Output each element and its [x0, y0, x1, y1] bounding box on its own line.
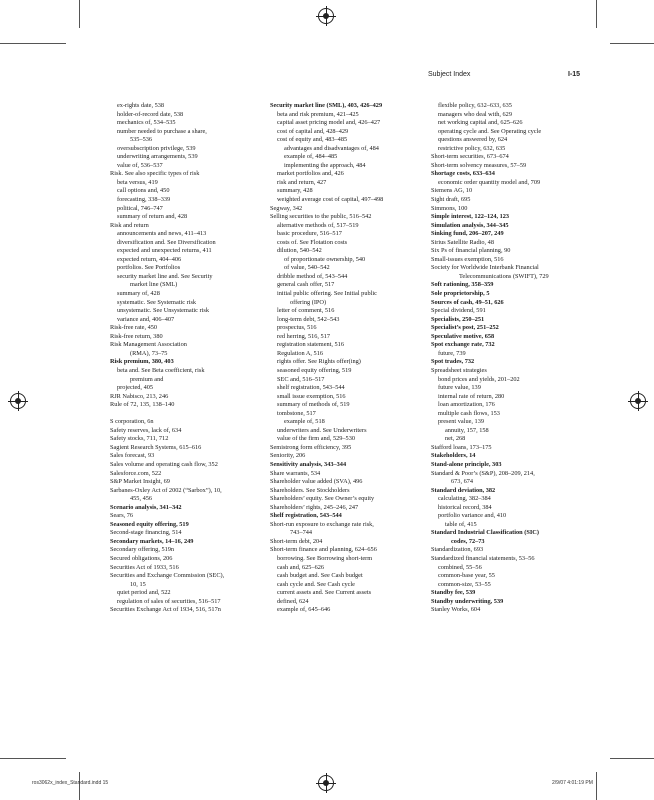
- index-subentry: restrictive policy, 632, 635: [438, 144, 506, 152]
- index-entry: Spot trades, 732: [431, 358, 475, 366]
- index-column-1: [110, 102, 290, 615]
- index-entry: Speculative motive, 658: [431, 332, 495, 340]
- index-entry: Sagient Research Systems, 615–616: [110, 443, 202, 451]
- index-subentry: cash and, 625–626: [277, 563, 325, 571]
- index-subentry: future value, 139: [438, 384, 481, 392]
- index-entry: Risk-free return, 380: [110, 332, 163, 340]
- index-entry: Securities Act of 1933, 516: [110, 563, 179, 571]
- index-entry: Standby underwriting, 539: [431, 597, 504, 605]
- index-entry: Stand-alone principle, 303: [431, 460, 502, 468]
- index-entry: Risk and return: [110, 221, 149, 229]
- index-subentry: underwriters and. See Underwriters: [277, 426, 367, 434]
- index-entry: Rule of 72, 135, 138–140: [110, 401, 175, 409]
- index-subentry: prospectus, 516: [277, 324, 317, 332]
- registration-mark-icon: [318, 8, 334, 24]
- index-subentry: systematic. See Systematic risk: [117, 298, 197, 306]
- index-subentry: variance and, 406–407: [117, 315, 175, 323]
- index-subentry: market portfolios and, 426: [277, 170, 344, 178]
- index-entry: Sears, 76: [110, 512, 134, 520]
- index-entry: Standardization, 693: [431, 546, 484, 554]
- index-subentry: operating cycle and. See Operating cycle: [438, 127, 542, 135]
- index-subentry: beta and. See Beta coefficient, risk: [117, 366, 205, 374]
- crop-mark: [79, 772, 80, 800]
- index-subentry: 673, 674: [451, 478, 474, 486]
- index-subentry: capital asset pricing model and, 426–427: [277, 119, 381, 127]
- index-entry: Six Ps of financial planning, 90: [431, 247, 511, 255]
- index-entry: Securities Exchange Act of 1934, 516, 517n: [110, 606, 221, 614]
- index-entry: Standardized financial statements, 53–56: [431, 554, 535, 562]
- index-entry: Siemens AG, 10: [431, 187, 473, 195]
- index-subentry: value of, 536–537: [117, 161, 163, 169]
- index-subentry: 743–744: [290, 529, 313, 537]
- index-subentry: portfolios. See Portfolios: [117, 264, 181, 272]
- index-subentry: multiple cash flows, 153: [438, 409, 500, 417]
- index-subentry: long-term debt, 542–543: [277, 315, 340, 323]
- index-subentry: portfolio variance and, 410: [438, 512, 507, 520]
- running-header-title: Subject Index: [428, 71, 471, 78]
- index-subentry: common-size, 53–55: [438, 580, 491, 588]
- footer-timestamp: 2/9/07 4:01:19 PM: [552, 780, 593, 786]
- crop-mark: [610, 758, 654, 759]
- index-subentry: costs of. See Flotation costs: [277, 238, 348, 246]
- index-entry: Simple interest, 122–124, 123: [431, 213, 510, 221]
- index-subentry: small issue exemption, 516: [277, 392, 346, 400]
- index-subentry: shelf registration, 543–544: [277, 384, 345, 392]
- index-entry: Spreadsheet strategies: [431, 366, 487, 374]
- index-entry: Short-run exposure to exchange rate risk,: [270, 520, 374, 528]
- index-subentry: weighted average cost of capital, 497–498: [277, 196, 384, 204]
- index-subentry: bond prices and yields, 201–202: [438, 375, 520, 383]
- index-entry: RJR Nabisco, 213, 246: [110, 392, 169, 400]
- index-entry: Short-term securities, 673–674: [431, 153, 509, 161]
- index-entry: Sensitivity analysis, 343–344: [270, 460, 347, 468]
- index-subentry: present value, 139: [438, 418, 484, 426]
- index-subentry: economic order quantity model and, 709: [438, 178, 541, 186]
- index-subentry: cost of capital and, 428–429: [277, 127, 349, 135]
- index-subentry: codes, 72–73: [451, 537, 485, 545]
- index-entry: Secondary markets, 14–16, 249: [110, 537, 194, 545]
- index-entry: Semistrong form efficiency, 395: [270, 443, 352, 451]
- crop-mark: [79, 0, 80, 28]
- index-entry: Securities and Exchange Commission (SEC),: [110, 572, 225, 580]
- index-entry: Shareholders’ rights, 245–246, 247: [270, 503, 359, 511]
- index-entry: Shareholders. See Stockholders: [270, 486, 350, 494]
- index-subentry: mechanics of, 534–535: [117, 119, 176, 127]
- crop-mark: [0, 43, 66, 44]
- index-subentry: cash budget and. See Cash budget: [277, 572, 363, 580]
- index-subentry: table of, 415: [445, 520, 477, 528]
- index-entry: Sight draft, 695: [431, 196, 471, 204]
- index-entry: Standard deviation, 382: [431, 486, 496, 494]
- index-entry: Safety reserves, lack of, 634: [110, 426, 182, 434]
- index-entry: Share warrants, 534: [270, 469, 321, 477]
- index-subentry: political, 746–747: [117, 204, 163, 212]
- index-subentry: quiet period and, 522: [117, 589, 171, 597]
- index-subentry: of value, 540–542: [284, 264, 330, 272]
- index-subentry: beta and risk premium, 421–425: [277, 110, 359, 118]
- index-subentry: net, 268: [445, 435, 466, 443]
- index-subentry: internal rate of return, 280: [438, 392, 505, 400]
- index-column-2: [270, 102, 450, 615]
- index-entry: Specialist’s post, 251–252: [431, 324, 499, 332]
- index-entry: Small-issues exemption, 516: [431, 255, 504, 263]
- registration-mark-icon: [630, 393, 646, 409]
- index-entry: Shelf registration, 543–544: [270, 512, 342, 520]
- crop-mark: [610, 43, 654, 44]
- index-subentry: holder-of-record date, 538: [117, 110, 184, 118]
- registration-mark-icon: [318, 775, 334, 791]
- index-subentry: regulation of sales of securities, 516–517: [117, 597, 221, 605]
- index-entry: Sources of cash, 49–51, 626: [431, 298, 504, 306]
- index-entry: Short-term finance and planning, 624–656: [270, 546, 377, 554]
- index-entry: Security market line (SML), 403, 426–429: [270, 102, 383, 109]
- index-entry: Simulation analysis, 344–345: [431, 221, 509, 229]
- index-subentry: red herring, 516, 517: [277, 332, 330, 340]
- index-subentry: offering (IPO): [290, 298, 327, 306]
- index-subentry: implementing the approach, 484: [284, 161, 366, 169]
- page-number: I-15: [568, 71, 581, 78]
- index-subentry: cash cycle and. See Cash cycle: [277, 580, 355, 588]
- index-subentry: call options and, 450: [117, 187, 170, 195]
- index-subentry: letter of comment, 516: [277, 307, 335, 315]
- index-entry: S corporation, 6n: [110, 418, 154, 426]
- index-subentry: advantages and disadvantages of, 484: [284, 144, 379, 152]
- index-entry: Sales volume and operating cash flow, 352: [110, 460, 218, 468]
- registration-mark-icon: [10, 393, 26, 409]
- index-subentry: managers who deal with, 629: [438, 110, 512, 118]
- index-subentry: ex-rights date, 538: [117, 102, 165, 109]
- index-subentry: general cash offer, 517: [277, 281, 335, 289]
- index-entry: Risk. See also specific types of risk: [110, 170, 200, 178]
- index-entry: Shareholders’ equity. See Owner’s equity: [270, 495, 375, 503]
- index-subentry: expected and unexpected returns, 411: [117, 247, 212, 255]
- index-subentry: example of, 645–646: [277, 606, 331, 614]
- index-subentry: Regulation A, 516: [277, 349, 323, 357]
- index-entry: Standard & Poor’s (S&P), 208–209, 214,: [431, 469, 535, 477]
- index-subentry: summary of return and, 428: [117, 213, 188, 221]
- index-subentry: security market line and. See Security: [117, 272, 213, 280]
- index-subentry: annuity, 157, 158: [445, 426, 489, 434]
- index-entry: Seniority, 206: [270, 452, 306, 460]
- index-entry: Risk Management Association: [110, 341, 187, 349]
- index-entry: Sinking fund, 206–207, 249: [431, 230, 504, 238]
- index-entry: Stakeholders, 14: [431, 452, 476, 460]
- index-subentry: underwriting arrangements, 539: [117, 153, 198, 161]
- index-entry: Seasoned equity offering, 519: [110, 520, 189, 528]
- index-subentry: diversification and. See Diversification: [117, 238, 216, 246]
- index-entry: Sirius Satellite Radio, 48: [431, 238, 494, 246]
- index-subentry: SEC and, 516–517: [277, 375, 325, 383]
- index-subentry: future, 739: [438, 349, 466, 357]
- index-entry: Secured obligations, 206: [110, 554, 173, 562]
- index-entry: Society for Worldwide Interbank Financial: [431, 264, 539, 272]
- index-entry: Simmons, 100: [431, 204, 468, 212]
- footer-file-slug: ros3062x_index_Standard.indd 15: [32, 780, 109, 786]
- index-subentry: summary, 428: [277, 187, 313, 195]
- index-subentry: summary of methods of, 519: [277, 401, 350, 409]
- index-subentry: unsystematic. See Unsystematic risk: [117, 307, 209, 315]
- index-subentry: flexible policy, 632–633, 635: [438, 102, 512, 109]
- index-subentry: historical record, 384: [438, 503, 492, 511]
- index-subentry: dilution, 540–542: [277, 247, 322, 255]
- index-column-3: [431, 102, 611, 615]
- crop-mark: [596, 772, 597, 800]
- index-subentry: risk and return, 427: [277, 178, 327, 186]
- index-subentry: initial public offering. See Initial public: [277, 290, 377, 298]
- index-entry: Shortage costs, 633–634: [431, 170, 495, 178]
- index-subentry: tombstone, 517: [277, 409, 316, 417]
- index-entry: Spot exchange rate, 732: [431, 341, 495, 349]
- index-subentry: summary of, 428: [117, 290, 160, 298]
- index-subentry: combined, 55–56: [438, 563, 482, 571]
- index-entry: Shareholder value added (SVA), 496: [270, 478, 363, 486]
- index-subentry: market line (SML): [130, 281, 178, 289]
- index-subentry: common-base year, 55: [438, 572, 495, 580]
- index-entry: Soft rationing, 358–359: [431, 281, 494, 289]
- index-subentry: projected, 405: [117, 384, 154, 392]
- index-entry: Short-term solvency measures, 57–59: [431, 161, 527, 169]
- index-subentry: announcements and news, 411–413: [117, 230, 207, 238]
- index-subentry: (RMA), 73–75: [130, 349, 168, 357]
- index-entry: Standard Industrial Classification (SIC): [431, 529, 539, 537]
- index-subentry: dribble method of, 543–544: [277, 272, 348, 280]
- index-entry: [110, 410, 290, 419]
- index-subentry: 535–536: [130, 136, 153, 144]
- index-subentry: net working capital and, 625–626: [438, 119, 523, 127]
- index-entry: Specialists, 250–251: [431, 315, 485, 323]
- index-subentry: cost of equity and, 483–485: [277, 136, 348, 144]
- index-subentry: of proportionate ownership, 540: [284, 255, 366, 263]
- index-subentry: oversubscription privilege, 539: [117, 144, 196, 152]
- index-entry: Secondary offering, 519n: [110, 546, 175, 554]
- index-entry: Short-term debt, 204: [270, 537, 323, 545]
- index-subentry: beta versus, 419: [117, 178, 158, 186]
- index-subentry: example of, 518: [284, 418, 325, 426]
- index-subentry: premium and: [130, 375, 164, 383]
- index-subentry: basic procedure, 516–517: [277, 230, 342, 238]
- index-entry: Selling securities to the public, 516–542: [270, 213, 372, 221]
- index-subentry: registration statement, 516: [277, 341, 344, 349]
- index-entry: Standby fee, 539: [431, 589, 476, 597]
- index-entry: Special dividend, 591: [431, 307, 486, 315]
- index-subentry: 455, 456: [130, 495, 153, 503]
- crop-mark: [0, 758, 66, 759]
- index-entry: Sales forecast, 93: [110, 452, 155, 460]
- index-subentry: value of the firm and, 529–530: [277, 435, 355, 443]
- index-subentry: defined, 624: [277, 597, 309, 605]
- index-entry: Salesforce.com, 522: [110, 469, 162, 477]
- index-subentry: borrowing. See Borrowing short-term: [277, 554, 373, 562]
- index-subentry: alternative methods of, 517–519: [277, 221, 359, 229]
- index-entry: Second-stage financing, 514: [110, 529, 182, 537]
- index-subentry: Telecommunications (SWIFT), 729: [459, 272, 549, 280]
- crop-mark: [596, 0, 597, 28]
- index-entry: Scenario analysis, 341–342: [110, 503, 182, 511]
- index-subentry: 10, 15: [130, 580, 146, 588]
- index-subentry: rights offer. See Rights offer(ing): [277, 358, 361, 366]
- index-entry: Sarbanes-Oxley Act of 2002 (“Sarbox”), 10,: [110, 486, 222, 494]
- index-entry: Segway, 342: [270, 204, 303, 212]
- index-entry: Sole proprietorship, 5: [431, 290, 490, 298]
- index-subentry: forecasting, 338–339: [117, 196, 171, 204]
- index-entry: Risk premium, 380, 403: [110, 358, 174, 366]
- index-subentry: example of, 484–485: [284, 153, 338, 161]
- index-subentry: expected return, 404–406: [117, 255, 182, 263]
- index-subentry: current assets and. See Current assets: [277, 589, 372, 597]
- index-entry: Risk-free rate, 450: [110, 324, 158, 332]
- index-entry: Stanley Works, 604: [431, 606, 481, 614]
- index-subentry: seasoned equity offering, 519: [277, 366, 352, 374]
- index-entry: S&P Market Insight, 69: [110, 478, 170, 486]
- index-subentry: number needed to purchase a share,: [117, 127, 207, 135]
- index-entry: Safety stocks, 711, 712: [110, 435, 169, 443]
- index-subentry: calculating, 382–384: [438, 495, 491, 503]
- index-subentry: loan amortization, 176: [438, 401, 495, 409]
- index-subentry: questions answered by, 624: [438, 136, 508, 144]
- index-entry: Stafford loans, 173–175: [431, 443, 492, 451]
